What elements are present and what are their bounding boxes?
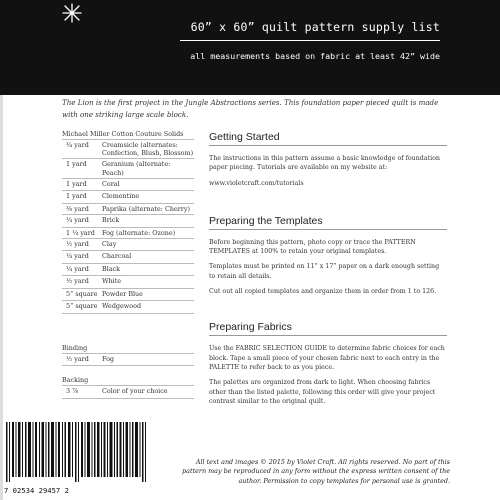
supply-fabric: Brick xyxy=(102,216,120,225)
supply-qty: ¼ yard xyxy=(66,216,89,225)
binding-row xyxy=(62,354,194,367)
supply-qty: 1 yard xyxy=(66,192,87,201)
supply-qty: 5” square xyxy=(66,289,98,298)
supply-qty: ¼ yard xyxy=(66,264,89,273)
supply-fabric: Clementine xyxy=(102,192,140,201)
templates-text-3: Cut out all copied templates and organize them in order from 1 to 126. xyxy=(209,288,437,296)
supply-qty: 1 yard xyxy=(66,179,87,188)
title-divider xyxy=(180,40,440,41)
supply-fabric: Fog (alternate: Ozone) xyxy=(102,228,176,237)
templates-text-2: Templates must be printed on 11” x 17” paper on a dark enough setting to retain all details. xyxy=(209,263,440,280)
supply-row xyxy=(62,204,194,215)
supply-row xyxy=(62,159,194,178)
intro-text: The Lion is the first project in the Jungle Abstractions series. This foundation paper pieced quilt is made with one striking large scale block. xyxy=(62,98,439,119)
page-spine xyxy=(0,95,3,500)
supply-heading: Michael Miller Cotton Couture Solids xyxy=(62,128,194,140)
supply-fabric: Powder Blue xyxy=(102,289,143,298)
fabrics-heading: Preparing Fabrics xyxy=(209,318,447,336)
supply-row xyxy=(62,228,194,239)
supply-qty: 5” square xyxy=(66,302,98,311)
templates-text-1: Before beginning this pattern, photo copy or trace the PATTERN TEMPLATES at 100% to retain your original templates. xyxy=(209,238,416,256)
supply-row xyxy=(62,215,194,228)
templates-heading: Preparing the Templates xyxy=(209,212,447,230)
binding-qty: ½ yard xyxy=(66,354,89,363)
page-subtitle: all measurements based on fabric at least 42” wide xyxy=(190,51,440,61)
instructions-column xyxy=(209,128,447,406)
supply-qty: ½ yard xyxy=(66,277,89,286)
getting-started-text: The instructions in this pattern assume a basic knowledge of foundation paper piecing. Tutorials are available on my website at: xyxy=(209,155,440,172)
fabrics-text-1: Use the FABRIC SELECTION GUIDE to determine fabric choices for each block. Tape a small piece of your chosen fabric next to each entry in the PALETTE to refer back to as you piece. xyxy=(209,345,445,371)
supply-row xyxy=(62,239,194,252)
supply-row xyxy=(62,140,194,159)
supply-qty: 1 yard xyxy=(66,160,87,169)
supply-qty: ¾ yard xyxy=(66,141,89,149)
tutorials-link[interactable]: www.violetcraft.com/tutorials xyxy=(209,179,304,187)
supply-row xyxy=(62,276,194,289)
binding-label: Binding xyxy=(62,342,194,354)
supply-fabric: Geranium (alternate: Peach) xyxy=(102,160,171,177)
supply-row xyxy=(62,301,194,314)
backing-row xyxy=(62,386,194,399)
supply-qty: ½ yard xyxy=(66,239,89,248)
supply-table xyxy=(62,128,194,399)
copyright-notice: All text and images © 2015 by Violet Craft. All rights reserved. No part of this pattern may be reproduced in any form without the express written consent of the author. Permission to copy templates for personal use is granted. xyxy=(182,458,450,485)
backing-label: Backing xyxy=(62,374,194,386)
supply-row xyxy=(62,179,194,192)
supply-fabric: Black xyxy=(102,264,121,273)
barcode-digits: 7 02534 29457 2 xyxy=(4,486,69,495)
getting-started-heading: Getting Started xyxy=(209,128,447,146)
binding-fabric: Fog xyxy=(102,354,115,363)
supply-fabric: Coral xyxy=(102,179,120,188)
fabrics-text-2: The palettes are organized from dark to light. When choosing fabrics other than the listed palette, following this order will give your project contrast similar to the original quilt. xyxy=(209,379,436,405)
starburst-icon xyxy=(62,3,82,23)
backing-qty: 3 ⅞ xyxy=(66,387,79,396)
supply-row xyxy=(62,289,194,302)
supply-qty: ⅜ yard xyxy=(66,204,89,213)
supply-row xyxy=(62,251,194,264)
supply-fabric: Wedgewood xyxy=(102,302,142,311)
supply-row xyxy=(62,191,194,204)
supply-qty: 1 ¼ yard xyxy=(66,228,95,237)
header-banner xyxy=(0,0,500,95)
supply-fabric: White xyxy=(102,277,122,286)
supply-fabric: Creamsicle (alternates: Confection, Blush, Blossom) xyxy=(102,141,194,158)
supply-fabric: Paprika (alternate: Cherry) xyxy=(102,204,190,213)
page-title: 60” x 60” quilt pattern supply list xyxy=(190,20,440,34)
supply-row xyxy=(62,264,194,277)
backing-fabric: Color of your choice xyxy=(102,387,168,396)
supply-fabric: Clay xyxy=(102,239,117,248)
supply-qty: ¼ yard xyxy=(66,252,89,261)
supply-fabric: Charcoal xyxy=(102,252,132,261)
barcode-icon xyxy=(4,422,154,482)
